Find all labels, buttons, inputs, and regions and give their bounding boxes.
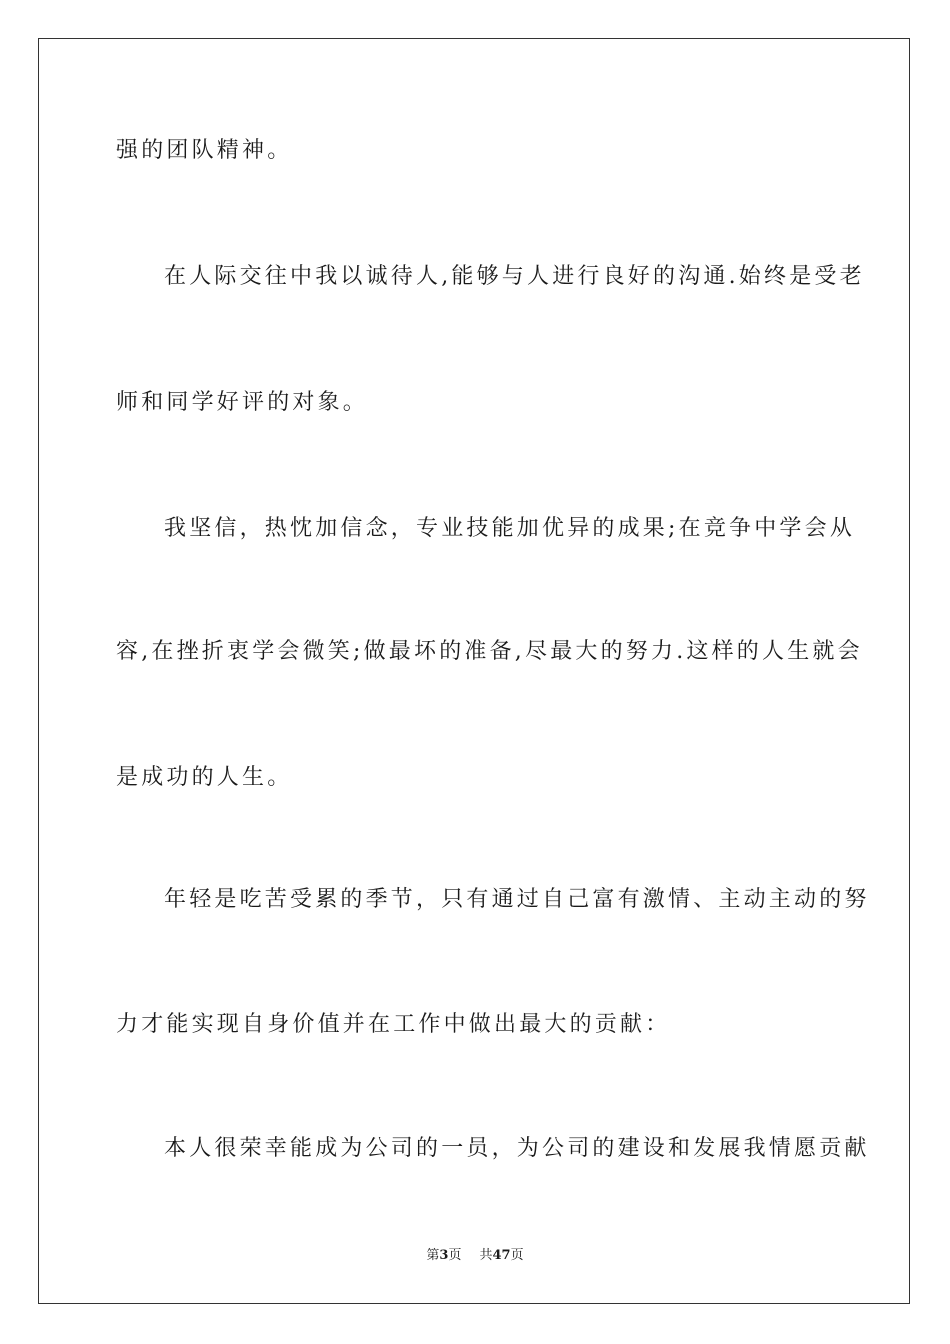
text-line-1: 强的团队精神。 bbox=[116, 138, 293, 163]
text-line-9: 本人很荣幸能成为公司的一员，为公司的建设和发展我情愿贡献 bbox=[164, 1136, 870, 1161]
text-line-5: 容,在挫折衷学会微笑;做最坏的准备,尽最大的努力.这样的人生就会 bbox=[116, 639, 863, 664]
text-line-6: 是成功的人生。 bbox=[116, 765, 293, 790]
page-prefix: 第 bbox=[426, 1248, 440, 1263]
text-line-7: 年轻是吃苦受累的季节，只有通过自己富有激情、主动主动的努 bbox=[164, 887, 870, 912]
text-line-2: 在人际交往中我以诚待人,能够与人进行良好的沟通.始终是受老 bbox=[164, 264, 865, 289]
page-number: 3 bbox=[439, 1248, 449, 1263]
page-suffix: 页 bbox=[448, 1248, 462, 1263]
text-line-8: 力才能实现自身价值并在工作中做出最大的贡献： bbox=[116, 1012, 671, 1037]
page-footer bbox=[0, 1247, 950, 1265]
text-line-3: 师和同学好评的对象。 bbox=[116, 390, 369, 415]
text-line-4: 我坚信，热忱加信念，专业技能加优异的成果;在竞争中学会从 bbox=[164, 516, 856, 541]
page-border bbox=[38, 38, 910, 1304]
total-suffix: 页 bbox=[510, 1248, 524, 1263]
total-prefix: 共 bbox=[479, 1248, 493, 1263]
total-pages: 47 bbox=[492, 1248, 511, 1263]
